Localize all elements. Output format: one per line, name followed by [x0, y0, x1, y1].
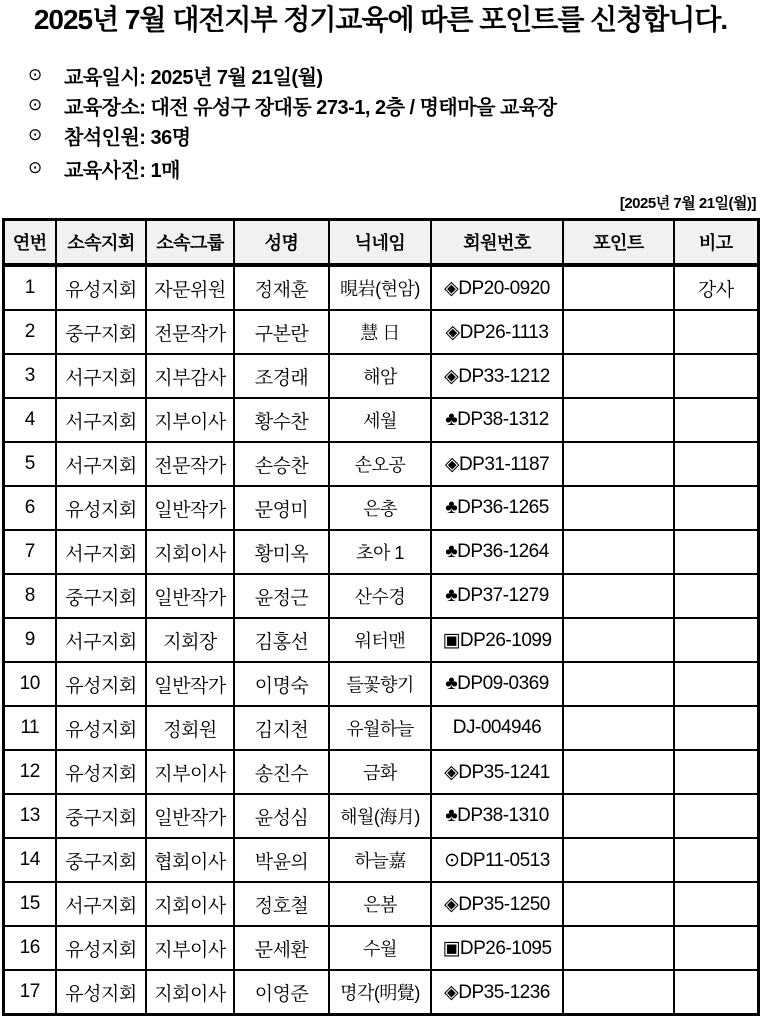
- group-cell: 지부감사: [146, 354, 234, 398]
- name-cell: 박윤의: [234, 838, 329, 882]
- group-cell: 일반작가: [146, 662, 234, 706]
- name-cell: 윤성심: [234, 794, 329, 838]
- name-cell: 윤정근: [234, 574, 329, 618]
- name-cell: 황수찬: [234, 398, 329, 442]
- seq-cell: 1: [3, 265, 56, 310]
- points-cell: [563, 970, 674, 1015]
- points-cell: [563, 662, 674, 706]
- points-cell: [563, 486, 674, 530]
- branch-cell: 유성지회: [56, 750, 146, 794]
- branch-cell: 유성지회: [56, 265, 146, 310]
- branch-cell: 중구지회: [56, 310, 146, 354]
- info-item: [28, 153, 761, 183]
- points-cell: [563, 926, 674, 970]
- nickname-cell: 慧 日: [329, 310, 431, 354]
- info-item-text: 교육사진: 1매: [64, 159, 180, 182]
- name-cell: 조경래: [234, 354, 329, 398]
- seq-cell: 11: [3, 706, 56, 750]
- info-item: [28, 60, 761, 90]
- group-cell: 지부이사: [146, 398, 234, 442]
- table-header-row: [3, 220, 758, 266]
- group-cell: 지회장: [146, 618, 234, 662]
- column-header-group: 소속그룹: [146, 220, 234, 266]
- branch-cell: 유성지회: [56, 970, 146, 1015]
- column-header-name: 성명: [234, 220, 329, 266]
- table-row: [3, 398, 758, 442]
- nickname-cell: 은봄: [329, 882, 431, 926]
- info-item-text: 교육장소: 대전 유성구 장대동 273-1, 2층 / 명태마을 교육장: [64, 96, 557, 119]
- nickname-cell: 워터맨: [329, 618, 431, 662]
- seq-cell: 12: [3, 750, 56, 794]
- name-cell: 정호철: [234, 882, 329, 926]
- member-number-cell: ♣DP37-1279: [431, 574, 563, 618]
- table-row: [3, 530, 758, 574]
- name-cell: 이명숙: [234, 662, 329, 706]
- note-cell: [674, 706, 758, 750]
- member-number-cell: ♣DP36-1264: [431, 530, 563, 574]
- points-cell: [563, 838, 674, 882]
- branch-cell: 중구지회: [56, 794, 146, 838]
- branch-cell: 중구지회: [56, 574, 146, 618]
- branch-cell: 서구지회: [56, 618, 146, 662]
- branch-cell: 서구지회: [56, 882, 146, 926]
- member-number-cell: ▣DP26-1095: [431, 926, 563, 970]
- group-cell: 전문작가: [146, 310, 234, 354]
- info-item-text: 참석인원: 36명: [64, 126, 191, 149]
- note-cell: [674, 618, 758, 662]
- note-cell: [674, 882, 758, 926]
- table-row: [3, 882, 758, 926]
- note-cell: [674, 794, 758, 838]
- column-header-seq: 연번: [3, 220, 56, 266]
- table-row: [3, 750, 758, 794]
- note-cell: [674, 398, 758, 442]
- name-cell: 문영미: [234, 486, 329, 530]
- points-cell: [563, 794, 674, 838]
- note-cell: [674, 662, 758, 706]
- name-cell: 손승찬: [234, 442, 329, 486]
- group-cell: 전문작가: [146, 442, 234, 486]
- date-label: [2025년 7월 21일(월)]: [619, 195, 756, 213]
- member-number-cell: ▣DP26-1099: [431, 618, 563, 662]
- points-cell: [563, 530, 674, 574]
- info-item-text: 교육일시: 2025년 7월 21일(월): [64, 66, 323, 89]
- table-row: [3, 926, 758, 970]
- member-number-cell: ♣DP38-1310: [431, 794, 563, 838]
- circled-dot-bullet-icon: ⊙: [28, 125, 42, 145]
- info-item: [28, 90, 761, 120]
- table-row: [3, 794, 758, 838]
- note-cell: [674, 354, 758, 398]
- points-cell: [563, 354, 674, 398]
- group-cell: 일반작가: [146, 574, 234, 618]
- nickname-cell: 해암: [329, 354, 431, 398]
- note-cell: [674, 442, 758, 486]
- table-row: [3, 442, 758, 486]
- nickname-cell: 하늘嘉: [329, 838, 431, 882]
- group-cell: 지회이사: [146, 882, 234, 926]
- name-cell: 황미옥: [234, 530, 329, 574]
- member-number-cell: ⊙DP11-0513: [431, 838, 563, 882]
- note-cell: [674, 750, 758, 794]
- member-number-cell: ◈DP31-1187: [431, 442, 563, 486]
- branch-cell: 유성지회: [56, 706, 146, 750]
- note-cell: 강사: [674, 265, 758, 310]
- circled-dot-bullet-icon: ⊙: [28, 158, 42, 178]
- group-cell: 정회원: [146, 706, 234, 750]
- column-header-nickname: 닉네임: [329, 220, 431, 266]
- member-number-cell: ◈DP35-1241: [431, 750, 563, 794]
- seq-cell: 10: [3, 662, 56, 706]
- member-number-cell: ◈DP26-1113: [431, 310, 563, 354]
- points-cell: [563, 706, 674, 750]
- nickname-cell: 산수경: [329, 574, 431, 618]
- note-cell: [674, 926, 758, 970]
- group-cell: 지회이사: [146, 970, 234, 1015]
- note-cell: [674, 838, 758, 882]
- name-cell: 문세환: [234, 926, 329, 970]
- points-cell: [563, 265, 674, 310]
- name-cell: 송진수: [234, 750, 329, 794]
- seq-cell: 7: [3, 530, 56, 574]
- seq-cell: 2: [3, 310, 56, 354]
- member-number-cell: ◈DP35-1250: [431, 882, 563, 926]
- table-row: [3, 486, 758, 530]
- circled-dot-bullet-icon: ⊙: [28, 65, 42, 85]
- group-cell: 지부이사: [146, 926, 234, 970]
- seq-cell: 16: [3, 926, 56, 970]
- nickname-cell: 들꽃향기: [329, 662, 431, 706]
- table-row: [3, 265, 758, 310]
- name-cell: 이영준: [234, 970, 329, 1015]
- column-header-points: 포인트: [563, 220, 674, 266]
- note-cell: [674, 530, 758, 574]
- nickname-cell: 유월하늘: [329, 706, 431, 750]
- seq-cell: 3: [3, 354, 56, 398]
- name-cell: 김지천: [234, 706, 329, 750]
- nickname-cell: 세월: [329, 398, 431, 442]
- nickname-cell: 초아 1: [329, 530, 431, 574]
- note-cell: [674, 486, 758, 530]
- member-number-cell: ◈DP33-1212: [431, 354, 563, 398]
- member-number-cell: ♣DP38-1312: [431, 398, 563, 442]
- group-cell: 자문위원: [146, 265, 234, 310]
- table-row: [3, 838, 758, 882]
- group-cell: 지부이사: [146, 750, 234, 794]
- table-row: [3, 970, 758, 1015]
- points-cell: [563, 442, 674, 486]
- points-cell: [563, 750, 674, 794]
- nickname-cell: 晛岩(현암): [329, 265, 431, 310]
- branch-cell: 중구지회: [56, 838, 146, 882]
- group-cell: 협회이사: [146, 838, 234, 882]
- branch-cell: 유성지회: [56, 486, 146, 530]
- column-header-branch: 소속지회: [56, 220, 146, 266]
- table-row: [3, 354, 758, 398]
- column-header-member-number: 회원번호: [431, 220, 563, 266]
- note-cell: [674, 310, 758, 354]
- info-item: [28, 120, 761, 150]
- seq-cell: 15: [3, 882, 56, 926]
- points-cell: [563, 310, 674, 354]
- branch-cell: 서구지회: [56, 398, 146, 442]
- circled-dot-bullet-icon: ⊙: [28, 95, 42, 115]
- table-row: [3, 706, 758, 750]
- seq-cell: 4: [3, 398, 56, 442]
- branch-cell: 서구지회: [56, 354, 146, 398]
- nickname-cell: 손오공: [329, 442, 431, 486]
- table-row: [3, 574, 758, 618]
- table-row: [3, 310, 758, 354]
- group-cell: 일반작가: [146, 486, 234, 530]
- group-cell: 지회이사: [146, 530, 234, 574]
- nickname-cell: 은총: [329, 486, 431, 530]
- page-title: 2025년 7월 대전지부 정기교육에 따른 포인트를 신청합니다.: [33, 4, 728, 35]
- branch-cell: 서구지회: [56, 442, 146, 486]
- name-cell: 구본란: [234, 310, 329, 354]
- points-cell: [563, 574, 674, 618]
- branch-cell: 유성지회: [56, 662, 146, 706]
- seq-cell: 17: [3, 970, 56, 1015]
- seq-cell: 5: [3, 442, 56, 486]
- points-cell: [563, 398, 674, 442]
- seq-cell: 14: [3, 838, 56, 882]
- member-number-cell: DJ-004946: [431, 706, 563, 750]
- column-header-note: 비고: [674, 220, 758, 266]
- member-number-cell: ◈DP20-0920: [431, 265, 563, 310]
- branch-cell: 유성지회: [56, 926, 146, 970]
- seq-cell: 8: [3, 574, 56, 618]
- nickname-cell: 금화: [329, 750, 431, 794]
- member-number-cell: ◈DP35-1236: [431, 970, 563, 1015]
- members-table: [2, 218, 760, 1016]
- seq-cell: 6: [3, 486, 56, 530]
- seq-cell: 9: [3, 618, 56, 662]
- info-list: [0, 60, 761, 183]
- branch-cell: 서구지회: [56, 530, 146, 574]
- table-row: [3, 618, 758, 662]
- member-number-cell: ♣DP36-1265: [431, 486, 563, 530]
- name-cell: 정재훈: [234, 265, 329, 310]
- nickname-cell: 명각(明覺): [329, 970, 431, 1015]
- member-number-cell: ♣DP09-0369: [431, 662, 563, 706]
- name-cell: 김홍선: [234, 618, 329, 662]
- table-row: [3, 662, 758, 706]
- points-cell: [563, 618, 674, 662]
- note-cell: [674, 574, 758, 618]
- group-cell: 일반작가: [146, 794, 234, 838]
- note-cell: [674, 970, 758, 1015]
- seq-cell: 13: [3, 794, 56, 838]
- nickname-cell: 수월: [329, 926, 431, 970]
- nickname-cell: 해월(海月): [329, 794, 431, 838]
- points-cell: [563, 882, 674, 926]
